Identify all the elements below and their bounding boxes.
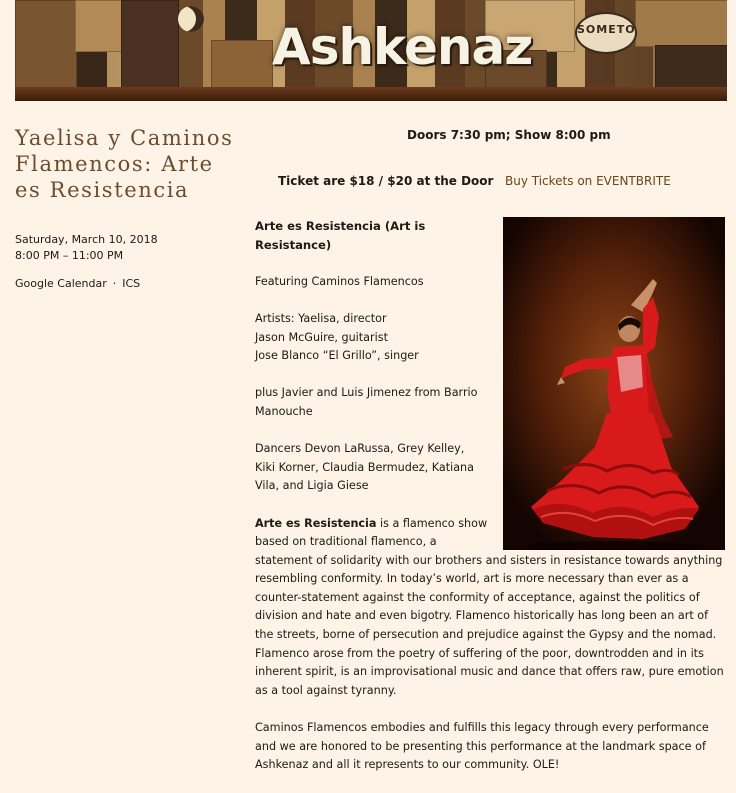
calendar-links — [15, 277, 140, 290]
body-bold: Arte es Resistencia — [255, 516, 377, 530]
body-text: is a flamenco show based on traditional flamenco, a statement of solidarity with our brothers and sisters in resistance towards anything resembling conformity. In today’s world, art is more necessary than ever as a counter-statement against the conformity of acceptance, against the politics of division and hate and even bigotry. Flamenco historically has long been an art of the streets, borne of persecution and prejudice against the Gypsy and the nomad. Flamenco arose from the poetry of suffering of the poor, downtrodden and in its inherent spirit, is an improvisational music and dance that offers raw, pure emotion as a tool against tyranny. — [255, 516, 724, 697]
event-date: Saturday, March 10, 2018 — [15, 233, 158, 246]
artist-director: Artists: Yaelisa, director — [255, 311, 387, 325]
speech-bubble-sign: SOMETO — [575, 12, 637, 54]
featuring-line: Featuring Caminos Flamencos — [255, 274, 424, 288]
flamenco-dancer-photo — [503, 217, 725, 550]
doors-showtime: Doors 7:30 pm; Show 8:00 pm — [407, 128, 611, 142]
event-title: Yaelisa y Caminos Flamencos: Arte es Resistencia — [15, 126, 234, 202]
ticket-price: Ticket are $18 / $20 at the Door — [278, 174, 494, 188]
plus-line: plus Javier and Luis Jimenez from Barrio Manouche — [255, 386, 478, 418]
google-calendar-link[interactable]: Google Calendar — [15, 277, 107, 290]
intro-block — [255, 217, 483, 496]
header-banner[interactable] — [15, 0, 727, 101]
artist-guitarist: Jason McGuire, guitarist — [255, 330, 388, 344]
artist-singer: Jose Blanco “El Grillo”, singer — [255, 349, 419, 363]
event-time: 8:00 PM – 11:00 PM — [15, 249, 124, 262]
dancers-line: Dancers Devon LaRussa, Grey Kelley, Kiki Korner, Claudia Bermudez, Katiana Vila, and Ligia Giese — [255, 442, 474, 493]
wood-strip — [15, 87, 727, 101]
ics-link[interactable]: ICS — [122, 277, 141, 290]
event-description — [255, 217, 725, 793]
moon-icon — [178, 6, 204, 32]
link-separator: · — [112, 277, 117, 290]
content-heading: Arte es Resistencia (Art is Resistance) — [255, 219, 426, 252]
buy-tickets-link[interactable]: Buy Tickets on EVENTBRITE — [505, 174, 671, 188]
closing-paragraph: Caminos Flamencos embodies and fulfills this legacy through every performance and we are honored to be presenting this performance at the landmark space of Ashkenaz and all it represents to our community. OLE! — [255, 721, 709, 772]
event-datetime — [15, 232, 158, 264]
artists-list — [255, 310, 483, 366]
ashkenaz-logo[interactable]: Ashkenaz — [272, 18, 533, 76]
